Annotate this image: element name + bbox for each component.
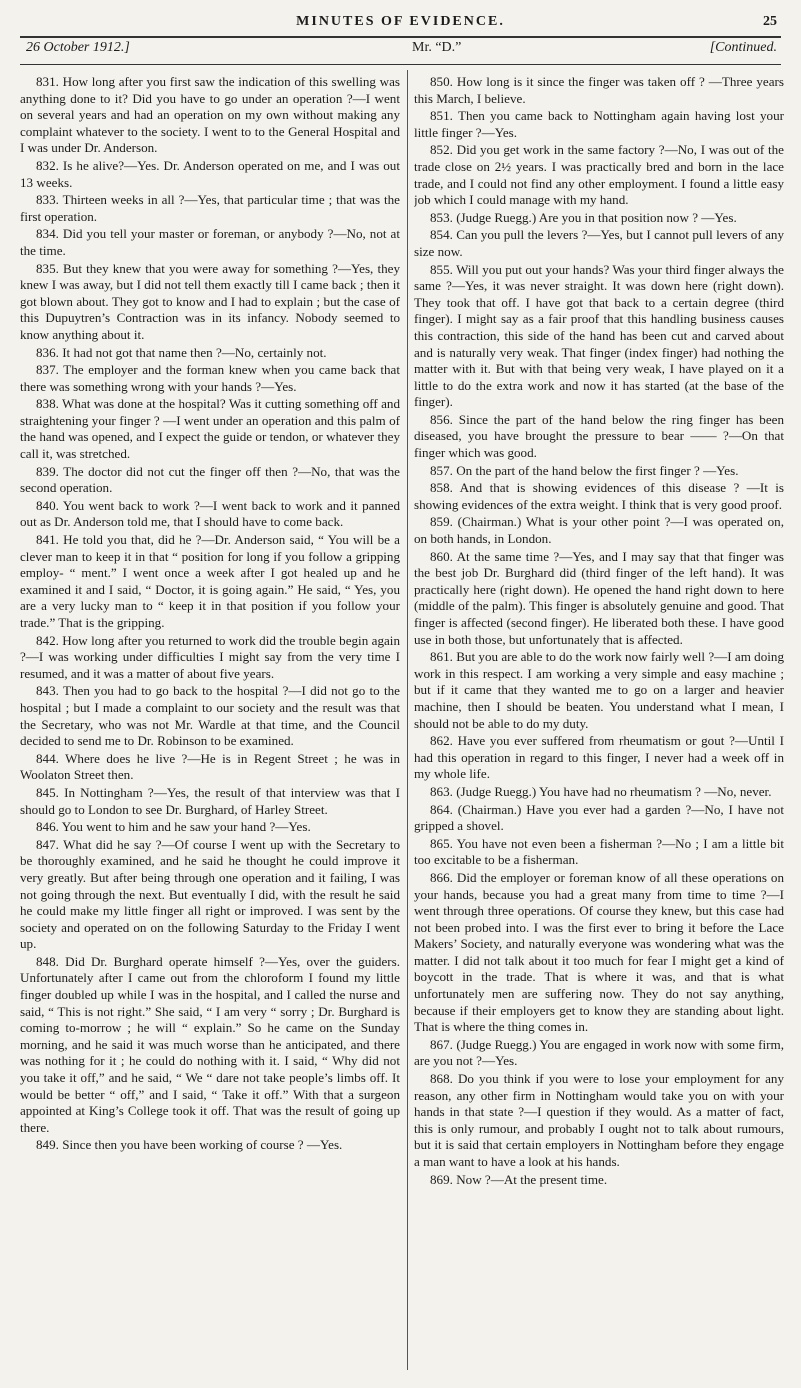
testimony-paragraph: 848. Did Dr. Burghard operate himself ?—Yes, over the guiders. Unfortunately after I came out from the chloroform I found my little finger doubled up while I was in the hospital, and I called the nurse and said, “ This is not right.” She said, “ I am very “ sorry ; Dr. Burghard is coming to-morrow ; he will “ explain.” So he came on the Sunday morning, and he said it was much worse than he anticipated, and there was nothing for it ; he could do nothing with it. I said, “ Why did not you take it off,” and he said, “ We “ dare not take people’s limbs off. It would be better “ off,” and I said, “ Take it off.” With that a surgeon appointed at King’s College took it off. That was the result of going up there.: [20, 953, 400, 1135]
testimony-paragraph: 852. Did you get work in the same factory ?—No, I was out of the trade close on 2½ years. I was practically bred and born in the lace trade, and I could not find any other employment. I found a little easy job which I could manage with my hand.: [414, 142, 784, 208]
testimony-paragraph: 869. Now ?—At the present time.: [430, 1171, 608, 1187]
subheader-rule: [20, 64, 781, 65]
continued-label: [Continued.: [709, 40, 777, 55]
testimony-paragraph: 831. How long after you first saw the indication of this swelling was anything done to it? Did you have to go under an operation ?—I went on several years and had an operation on my own without making any complaint whatever to the society. I went to to the General Hospital and I was under Dr. Anderson.: [20, 74, 400, 156]
testimony-paragraph: 836. It had not got that name then ?—No, certainly not.: [36, 344, 327, 360]
testimony-paragraph: 856. Since the part of the hand below the ring finger has been diseased, you have brought the pressure to bear —— ?—On that finger which was good.: [414, 411, 784, 461]
right-column: [414, 74, 784, 1374]
testimony-paragraph: 865. You have not even been a fisherman ?—No ; I am a little bit too excitable to be a fisherman.: [414, 835, 784, 868]
testimony-paragraph: 851. Then you came back to Nottingham again having lost your little finger ?—Yes.: [414, 108, 784, 140]
hearing-date: 26 October 1912.]: [26, 40, 130, 55]
testimony-paragraph: 861. But you are able to do the work now fairly well ?—I am doing work in this respect. I am working a very simple and easy machine ; but if it came that they wanted me to go on a larger and heavier machine, then I should be beaten. You understand what I mean, I should not be able to do my duty.: [414, 649, 784, 731]
testimony-paragraph: 853. (Judge Ruegg.) Are you in that position now ? —Yes.: [430, 209, 737, 225]
testimony-paragraph: 862. Have you ever suffered from rheumatism or gout ?—Until I had this operation in regard to this finger, I never had a week off in my whole life.: [414, 733, 784, 782]
testimony-paragraph: 864. (Chairman.) Have you ever had a garden ?—No, I have not gripped a shovel.: [414, 801, 784, 834]
testimony-paragraph: 863. (Judge Ruegg.) You have had no rheumatism ? —No, never.: [430, 783, 772, 799]
testimony-paragraph: 854. Can you pull the levers ?—Yes, but I cannot pull levers of any size now.: [414, 227, 784, 259]
testimony-paragraph: 868. Do you think if you were to lose your employment for any reason, any other firm in Nottingham would take you on with your hands in that state ?—I question if they would. As a matter of fact, this is only rumour, and probably I ought not to talk about rumours, but it is said that certain employers in Nottingham before they engage a man want to have a look at his hands.: [414, 1071, 784, 1169]
testimony-paragraph: 847. What did he say ?—Of course I went up with the Secretary to be thoroughly examined, and he said he thought he could improve it very greatly. But after being through one operation and it failing, I was not going through the next. But eventually I did, with the result he said he could make my little finger all right or improved. I was sent by the society and operated on on the following Saturday to the Friday I went up.: [20, 836, 400, 952]
testimony-paragraph: 835. But they knew that you were away for something ?—Yes, they knew I was away, but I did not tell them exactly till I came back ; then it got blown about. They got to know and I had to explain ; but the case of this Dupuytren’s Contraction was in its infancy. Nobody seemed to know anything about it.: [20, 260, 400, 342]
testimony-paragraph: 859. (Chairman.) What is your other point ?—I was operated on, on both hands, in London.: [414, 514, 784, 547]
left-column: [20, 74, 400, 1374]
running-head: MINUTES OF EVIDENCE.: [296, 14, 505, 29]
testimony-paragraph: 832. Is he alive?—Yes. Dr. Anderson operated on me, and I was out 13 weeks.: [20, 157, 400, 190]
testimony-paragraph: 846. You went to him and he saw your hand ?—Yes.: [36, 819, 311, 835]
testimony-paragraph: 845. In Nottingham ?—Yes, the result of that interview was that I should go to London to see Dr. Burghard, of Harley Street.: [20, 784, 400, 817]
testimony-paragraph: 839. The doctor did not cut the finger off then ?—No, that was the second operation.: [20, 463, 400, 496]
witness-name: Mr. “D.”: [412, 40, 462, 55]
testimony-paragraph: 855. Will you put out your hands? Was your third finger always the same ?—Yes, it was never straight. It was down here (right down). They took that off. I have got that back to a certain degree (third finger). I might say as a fair proof that this handling business causes this contraction, this side of the hand has been cut and carved about and is naturally very weak. That finger (index finger) had nothing the matter with it. But with that being very weak, I have played on it a little to do the extra work and now it has started (at the base of the finger).: [414, 261, 784, 410]
testimony-paragraph: 843. Then you had to go back to the hospital ?—I did not go to the hospital ; but I made a complaint to our society and the result was that the Secretary, who was not Mr. Wardle at that time, and the Council decided to send me to Dr. Robinson to be examined.: [20, 683, 400, 749]
testimony-paragraph: 857. On the part of the hand below the first finger ? —Yes.: [430, 462, 739, 478]
testimony-paragraph: 833. Thirteen weeks in all ?—Yes, that particular time ; that was the first operation.: [20, 192, 400, 224]
testimony-paragraph: 837. The employer and the forman knew when you came back that there was something wrong with your hands ?—Yes.: [20, 362, 400, 394]
testimony-paragraph: 841. He told you that, did he ?—Dr. Anderson said, “ You will be a clever man to keep it in that “ position for long if you follow a gripping employ- “ ment.” I went once a week after I got healed up and he examined it and I said, “ Doctor, it is going again.” He said, “ Yes, you are a very lucky man to “ keep it in that position if you follow your trade.” That is the gripping.: [20, 532, 400, 630]
testimony-paragraph: 849. Since then you have been working of course ? —Yes.: [36, 1137, 343, 1153]
testimony-paragraph: 838. What was done at the hospital? Was it cutting something off and straightening your finger ? —I went under an operation and this palm of the hand was opened, and I expect the guide or tendon, or whatever they call it, was stretched.: [20, 396, 400, 462]
page-number: 25: [763, 14, 777, 29]
testimony-paragraph: 860. At the same time ?—Yes, and I may say that that finger was the best job Dr. Burghard did (third finger of the left hand). It was practically here (right down). He opened the hand right down to here (middle of the palm). This finger is absolutely genuine and good. That finger is affected (second finger). He liberated both these. I have good use in both those, but unfortunately that is affected.: [414, 548, 784, 647]
testimony-paragraph: 842. How long after you returned to work did the trouble begin again ?—I was working under difficulties I might say from the very time I resumed, and it was a matter of about five years.: [20, 632, 400, 681]
testimony-paragraph: 866. Did the employer or foreman know of all these operations on your hands, because you had a great many from time to time ?—I went through three operations. Of course they knew, but this case had not been probed into. I was the first ever to bring it before the Lace Makers’ Society, and naturally everyone was wondering what was the matter. I did not talk about it too much for fear I might get a kind of boycott in the trade. That is where it was, and that is what unfortunately men are suffering now. They do not say anything, because if their employers get to know they are standing about light. That is where the thing comes in.: [414, 869, 784, 1035]
testimony-paragraph: 850. How long is it since the finger was taken off ? —Three years this March, I believe.: [414, 74, 784, 106]
testimony-paragraph: 834. Did you tell your master or foreman, or anybody ?—No, not at the time.: [20, 226, 400, 258]
column-divider: [407, 70, 408, 1370]
testimony-paragraph: 867. (Judge Ruegg.) You are engaged in work now with some firm, are you not ?—Yes.: [414, 1036, 784, 1069]
testimony-paragraph: 844. Where does he live ?—He is in Regent Street ; he was in Woolaton Street then.: [20, 750, 400, 783]
subheader: [20, 40, 781, 62]
testimony-paragraph: 858. And that is showing evidences of this disease ? —It is showing evidences of the extra weight. I think that is very good proof.: [414, 480, 784, 512]
header-rule: [20, 36, 781, 38]
testimony-paragraph: 840. You went back to work ?—I went back to work and it panned out as Dr. Anderson told me, that I should have to come back.: [20, 497, 400, 530]
